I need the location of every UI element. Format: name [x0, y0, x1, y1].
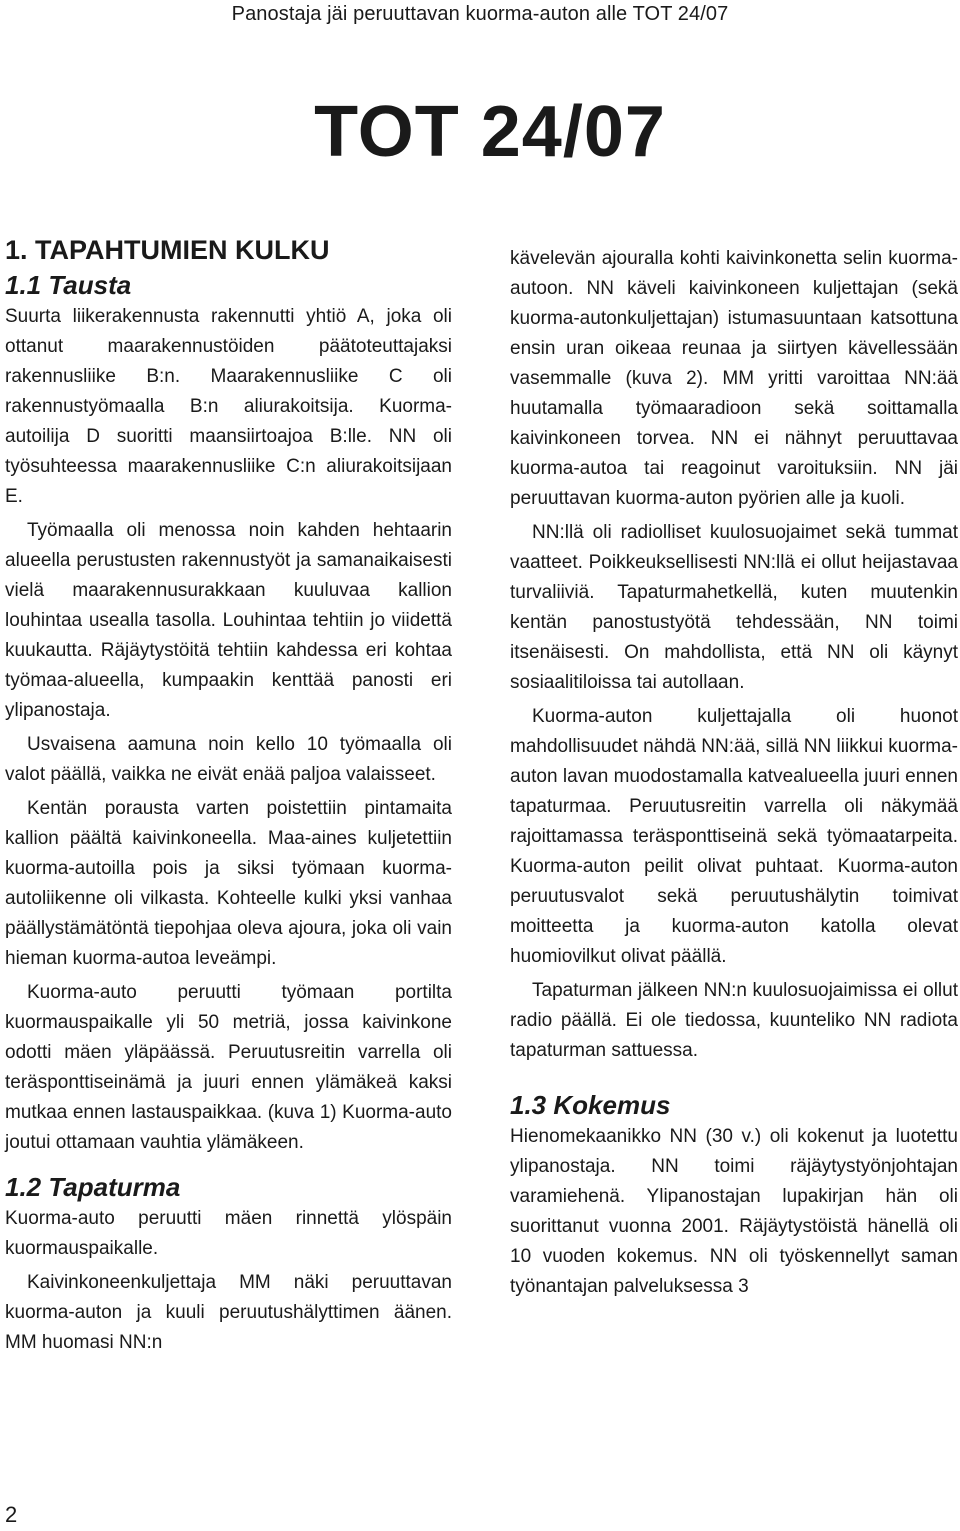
subsection-heading-tapaturma: 1.2 Tapaturma — [5, 1172, 181, 1202]
page-number: 2 — [5, 1502, 18, 1527]
paragraph-continued: Kaivinkoneenkuljettaja MM näki peruuttavan kuorma-auton ja kuuli peruutushälyttimen äänen. MM huomasi NN:n — [5, 1272, 452, 1353]
paragraph: Kuorma-auto peruutti mäen rinnettä ylöspäin kuormauspaikalle. — [5, 1208, 452, 1259]
paragraph: Kuorma-auton kuljettajalla oli huonot mahdollisuudet nähdä NN:ää, sillä NN liikkui kuorma-auton lavan muodostamalla katvealueella juuri ennen tapaturmaa. Peruutusreitin varrella oli näkymää rajoittamassa teräsponttiseinä sekä työmaatarpeita. Kuorma-auton peilit olivat puhtaat. Kuorma-auton peruutusvalot sekä peruutushälytin toimivat moitteetta ja kuorma-auton katolla olevat huomiovilkut olivat päällä. — [510, 706, 958, 967]
paragraph: Kentän porausta varten poistettiin pintamaita kallion päältä kaivinkoneella. Maa-aines kuljetettiin kuorma-autoilla pois ja siksi työmaan kuorma-autoliikenne oli vilkasta. Kohteelle kulki yksi vanhaa päällystämätöntä tiepohjaa oleva ajoura, joka oli vain hieman kuorma-autoa leveämpi. — [5, 798, 452, 969]
subsection-heading-tausta: 1.1 Tausta — [5, 270, 132, 300]
paragraph: NN:llä oli radiolliset kuulosuojaimet sekä tummat vaatteet. Poikkeuksellisesti NN:llä ei ollut heijastavaa turvaliiviä. Tapaturmahetkellä, kuten muutenkin kentän panostustyötä tehdessään, NN toimi itsenäisesti. On mahdollista, että NN oli käynyt sosiaalitiloissa tai autollaan. — [510, 522, 958, 693]
right-column — [510, 244, 958, 1306]
subsection-heading-kokemus: 1.3 Kokemus — [510, 1090, 671, 1120]
document-title: TOT 24/07 — [314, 92, 666, 172]
running-header: Panostaja jäi peruuttavan kuorma-auton alle TOT 24/07 — [231, 3, 729, 25]
paragraph: Tapaturman jälkeen NN:n kuulosuojaimissa ei ollut radio päällä. Ei ole tiedossa, kuunteliko NN radiota tapaturman sattuessa. — [510, 980, 958, 1061]
paragraph: Hienomekaanikko NN (30 v.) oli kokenut ja luotettu ylipanostaja. NN toimi räjäytystyönjohtajan varamiehenä. Ylipanostajan lupakirjan hän oli suorittanut vuonna 2001. Räjäytystöistä hänellä oli 10 vuoden kokemus. NN oli työskennellyt saman työnantajan palveluksessa 3 — [510, 1126, 958, 1297]
paragraph: Työmaalla oli menossa noin kahden hehtaarin alueella perustusten rakennustyöt ja samanaikaisesti vielä maarakennusurakkaan kuuluvaa kallion louhintaa usealla tasolla. Louhintaa tehtiin jo viidettä kuukautta. Räjäytystöitä tehtiin kahdessa eri kohtaa työmaa-alueella, kumpaakin kenttää panosti eri ylipanostaja. — [5, 520, 452, 721]
left-column — [5, 232, 452, 1362]
paragraph-continuation: kävelevän ajouralla kohti kaivinkonetta selin kuorma-autoon. NN käveli kaivinkoneen kuljettajan (sekä kuorma-autonkuljettajan) istumasuuntaan katsottuna ensin uran oikeaa reunaa ja siirtyen kävellessään vasemmalle (kuva 2). MM yritti varoittaa NN:ää huutamalla työmaaradioon sekä soittamalla kaivinkoneen torvea. NN ei nähnyt peruuttavaa kuorma-autoa tai reagoinut varoituksiin. NN jäi peruuttavan kuorma-auton pyörien alle ja kuoli. — [510, 248, 958, 509]
paragraph: Kuorma-auto peruutti työmaan portilta kuormauspaikalle yli 50 metriä, jossa kaivinkone odotti mäen yläpäässä. Peruutusreitin varrella oli teräsponttiseinämä ja juuri ennen ylämäkeä kaksi mutkaa ennen lastauspaikkaa. (kuva 1) Kuorma-auto joutui ottamaan vauhtia ylämäkeen. — [5, 982, 452, 1153]
paragraph: Usvaisena aamuna noin kello 10 työmaalla oli valot päällä, vaikka ne eivät enää paljoa valaisseet. — [5, 734, 452, 785]
section-heading-1: 1. TAPAHTUMIEN KULKU — [5, 235, 330, 265]
paragraph: Suurta liikerakennusta rakennutti yhtiö A, joka oli ottanut maarakennustöiden päätoteuttajaksi rakennusliike B:n. Maarakennusliike C oli rakennustyömaalla B:n aliurakoitsija. Kuorma-autoilija D suoritti maansiirtoajoa B:lle. NN oli työsuhteessa maarakennusliike C:n aliurakoitsijaan E. — [5, 306, 452, 507]
